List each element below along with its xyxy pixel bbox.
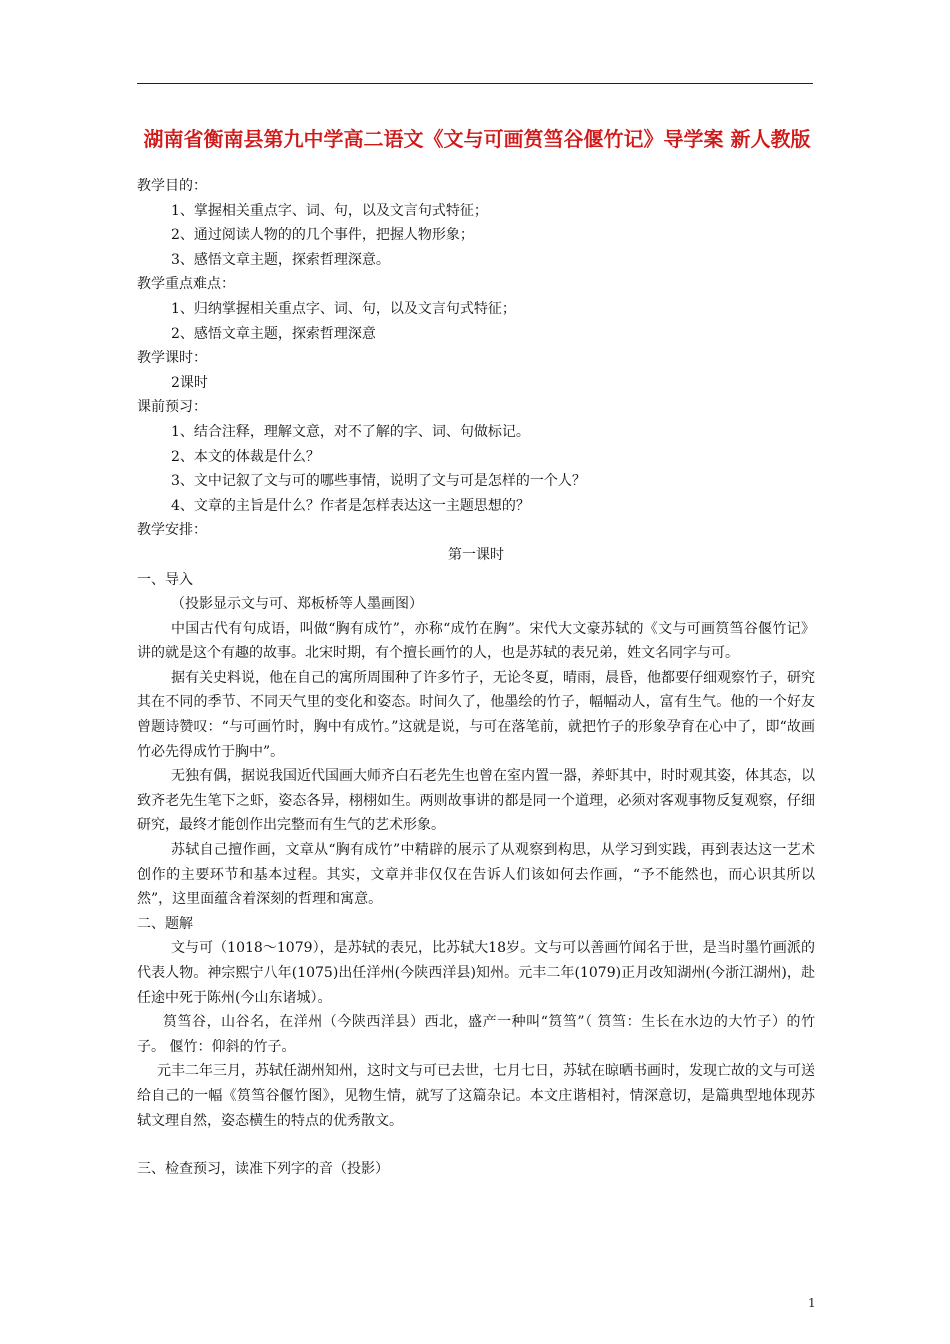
class-hours-value: 2课时 (171, 374, 208, 391)
intro-paragraph-1: 中国古代有句成语，叫做“胸有成竹”，亦称“成竹在胸”。宋代大文豪苏轼的《文与可画筼筜谷偃竹记》讲的就是这个有趣的故事。北宋时期，有个擅长画竹的人，也是苏轼的表兄弟，姓文名同字与可。 (137, 620, 815, 662)
goal-item-3: 3、感悟文章主题，探索哲理深意。 (171, 251, 390, 268)
intro-paragraph-3: 无独有偶，据说我国近代国画大师齐白石老先生也曾在室内置一器，养虾其中，时时观其姿，体其态，以致齐老先生笔下之虾，姿态各异，栩栩如生。两则故事讲的都是同一个道理，必须对客观事物反复观察，仔细研究，最终才能创作出完整而有生气的艺术形象。 (137, 768, 815, 834)
heading-preview: 课前预习： (137, 399, 207, 416)
document-body (137, 174, 815, 1182)
section-check-preview: 三、检查预习，读准下列字的音（投影） (137, 1161, 389, 1178)
blank-line (137, 1133, 815, 1157)
preview-item-3: 3、文中记叙了文与可的哪些事情，说明了文与可是怎样的一个人？ (171, 473, 586, 490)
heading-teaching-goals: 教学目的： (137, 178, 207, 194)
intro-paragraph-4: 苏轼自己擅作画，文章从“胸有成竹”中精辟的展示了从观察到构思，从学习到实践，再到表达这一艺术创作的主要环节和基本过程。其实，文章并非仅仅在告诉人们该如何去作画，“予不能然也，而心识其所以然”，这里面蕴含着深刻的哲理和寓意。 (137, 842, 815, 908)
intro-paragraph-2: 据有关史料说，他在自己的寓所周围种了许多竹子，无论冬夏，晴雨，晨昏，他都要仔细观察竹子，研究其在不同的季节、不同天气里的变化和姿态。时间久了，他墨绘的竹子，幅幅动人，富有生气。他的一个好友曾题诗赞叹：“与可画竹时，胸中有成竹。”这就是说，与可在落笔前，就把竹子的形象孕育在心中了，即“故画竹必先得成竹于胸中”。 (137, 669, 815, 760)
section-introduction: 一、导入 (137, 571, 193, 588)
preview-item-1: 1、结合注释，理解文意，对不了解的字、词、句做标记。 (171, 423, 530, 440)
key-point-item-1: 1、归纳掌握相关重点字、词、句，以及文言句式特征； (171, 300, 516, 317)
preview-item-2: 2、本文的体裁是什么？ (171, 448, 320, 465)
goal-item-1: 1、掌握相关重点字、词、句，以及文言句式特征； (171, 202, 488, 219)
explanation-paragraph-2: 筼筜谷，山谷名，在洋州（今陕西洋县）西北，盛产一种叫“筼筜”（ 筼筜：生长在水边的大竹子）的竹子。 偃竹：仰斜的竹子。 (137, 1014, 815, 1055)
preview-item-4: 4、文章的主旨是什么？作者是怎样表达这一主题思想的？ (171, 497, 530, 514)
heading-arrangement: 教学安排： (137, 522, 207, 539)
page-number: 1 (808, 1296, 816, 1310)
heading-key-points: 教学重点难点： (137, 276, 235, 293)
section-title-explanation: 二、题解 (137, 915, 193, 932)
projection-note: （投影显示文与可、郑板桥等人墨画图） (171, 596, 423, 613)
header-rule (137, 83, 813, 84)
document-title: 湖南省衡南县第九中学高二语文《文与可画筼筜谷偃竹记》导学案 新人教版 (143, 127, 811, 151)
heading-class-hours: 教学课时： (137, 350, 207, 367)
lesson-one-heading: 第一课时 (448, 546, 504, 563)
key-point-item-2: 2、感悟文章主题，探索哲理深意 (171, 325, 376, 342)
explanation-paragraph-1: 文与可（1018～1079），是苏轼的表兄，比苏轼大18岁。文与可以善画竹闻名于世，是当时墨竹画派的代表人物。神宗熙宁八年(1075)出任洋州(今陕西洋县)知州。元丰二年(1079)正月改知湖州(今浙江湖州)，赴任途中死于陈州(今山东诸城）。 (137, 940, 815, 1006)
explanation-paragraph-3: 元丰二年三月，苏轼任湖州知州，这时文与可已去世，七月七日，苏轼在晾晒书画时，发现亡故的文与可送给自己的一幅《筼筜谷偃竹图》，见物生情，就写了这篇杂记。本文庄谐相衬，情深意切，是篇典型地体现苏轼文理自然，姿态横生的特点的优秀散文。 (137, 1063, 815, 1129)
goal-item-2: 2、通过阅读人物的的几个事件，把握人物形象； (171, 227, 474, 244)
